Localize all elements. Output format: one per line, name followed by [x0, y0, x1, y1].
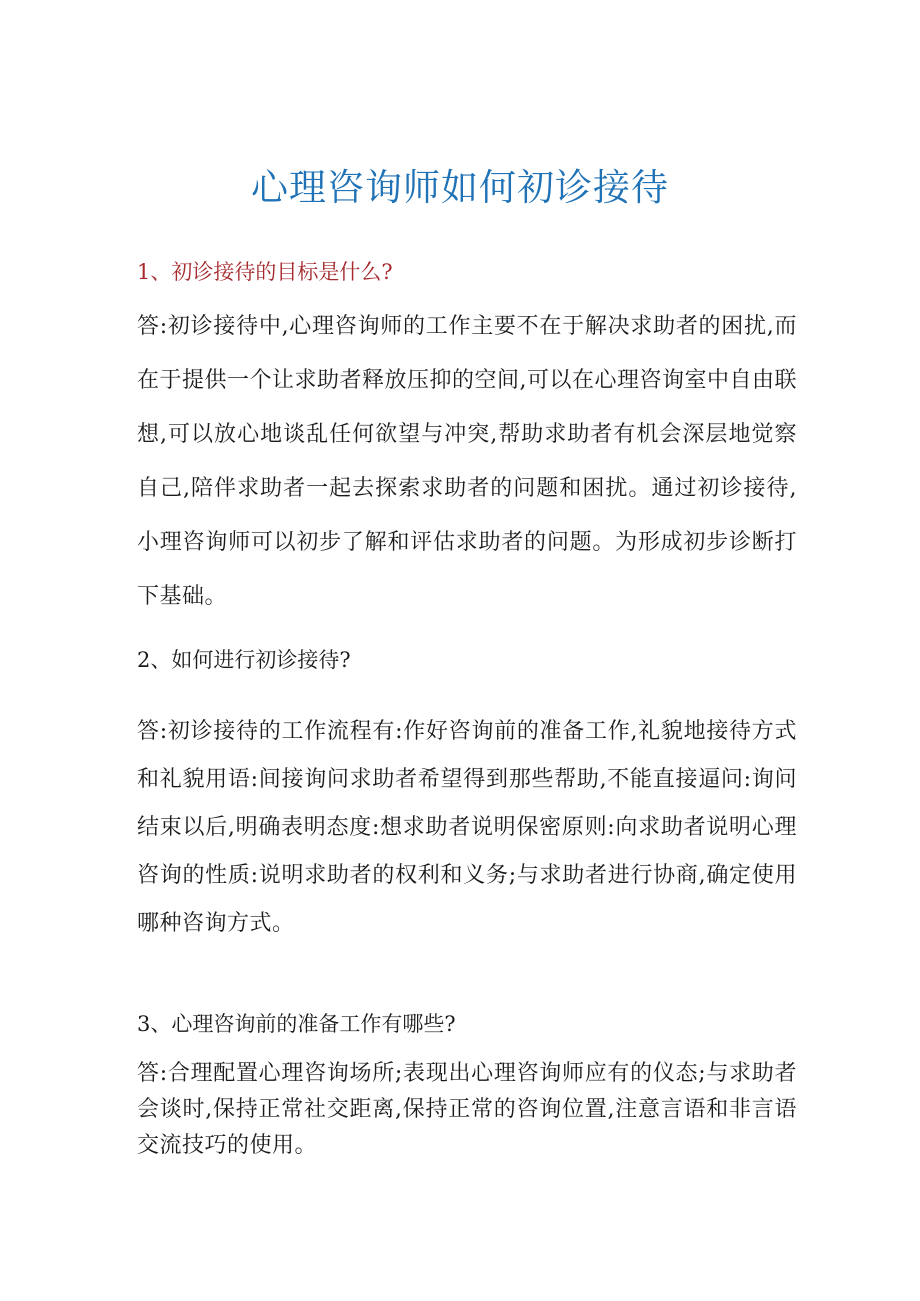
section-3 — [137, 1009, 797, 1164]
section-2 — [137, 645, 797, 948]
section-2-answer: 答:初诊接待的工作流程有:作好咨询前的准备工作,礼貌地接待方式和礼貌用语:间接询问求助者希望得到那些帮助,不能直接逼问:询问结束以后,明确表明态度:想求助者说明保密原则:向求助者说明心理咨询的性质:说明求助者的权利和义务;与求助者进行协商,确定使用哪种咨询方式。 — [137, 719, 797, 936]
section-1-question: 1、初诊接待的目标是什么? — [137, 260, 393, 284]
document-title: 心理咨询师如何初诊接待 — [251, 166, 669, 209]
section-1-answer: 答:初诊接待中,心理咨询师的工作主要不在于解决求助者的困扰,而在于提供一个让求助者释放压抑的空间,可以在心理咨询室中自由联想,可以放心地谈乱任何欲望与冲突,帮助求助者有机会深层地觉察自己,陪伴求助者一起去探索求助者的问题和困扰。通过初诊接待,小理咨询师可以初步了解和评估求助者的问题。为形成初步诊断打下基础。 — [137, 314, 797, 609]
section-3-answer: 答:合理配置心理咨询场所;表现出心理咨询师应有的仪态;与求助者会谈时,保持正常社交距离,保持正常的咨询位置,注意言语和非言语交流技巧的使用。 — [137, 1061, 797, 1158]
section-1 — [137, 257, 797, 624]
section-3-question: 3、心理咨询前的准备工作有哪些? — [137, 1012, 456, 1036]
section-2-question: 2、如何进行初诊接待? — [137, 648, 351, 672]
